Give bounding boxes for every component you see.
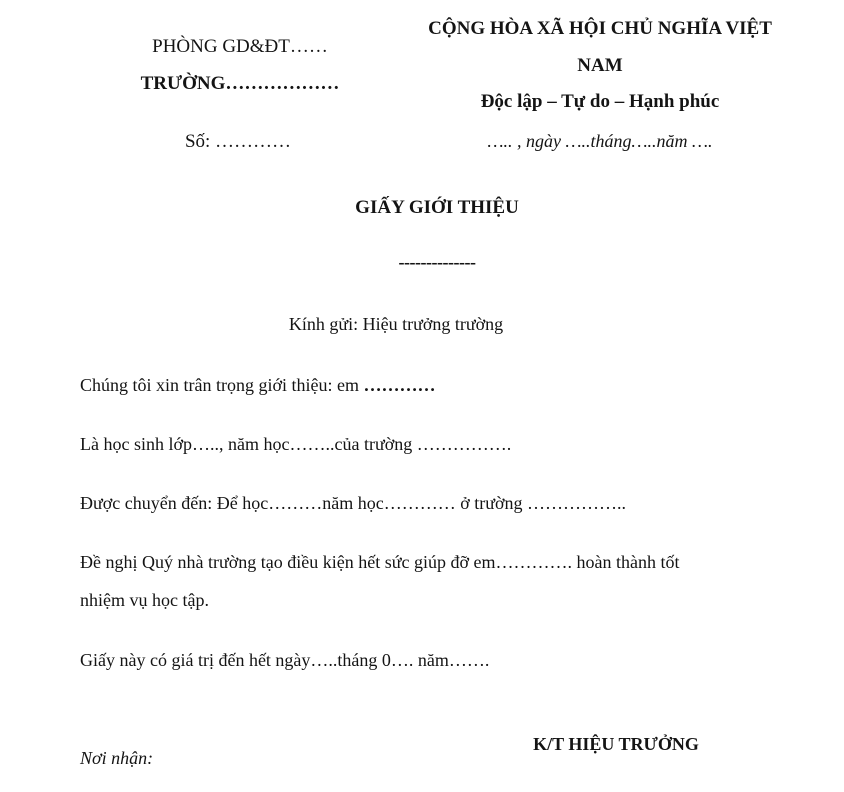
national-motto: Độc lập – Tự do – Hạnh phúc <box>480 91 720 112</box>
request-line-2: nhiệm vụ học tập. <box>80 590 209 610</box>
recipient-line: Kính gửi: Hiệu trưởng trường <box>288 314 504 334</box>
department-name: PHÒNG GD&ĐT…… <box>152 36 328 57</box>
student-name-blank: ………… <box>363 375 436 395</box>
validity-line: Giấy này có giá trị đến hết ngày…..tháng 0…. năm……. <box>80 650 490 670</box>
document-title: GIẤY GIỚI THIỆU <box>355 197 519 218</box>
document-number: Số: ………… <box>184 131 292 152</box>
student-class-line: Là học sinh lớp….., năm học……..của trường ……………. <box>80 434 512 454</box>
school-name: TRƯỜNG……………… <box>140 73 340 94</box>
date-line: ….. , ngày …..tháng…..năm …. <box>487 131 713 151</box>
request-line-1: Đề nghị Quý nhà trường tạo điều kiện hết sức giúp đỡ em…………. hoàn thành tốt <box>80 552 680 572</box>
title-separator: -------------- <box>398 252 476 272</box>
transfer-line: Được chuyển đến: Để học………năm học………… ở trường …………….. <box>80 493 626 513</box>
recipients-label: Nơi nhận: <box>80 748 154 768</box>
intro-line <box>80 375 436 396</box>
national-title-line2: NAM <box>577 55 623 76</box>
signature-title: K/T HIỆU TRƯỞNG <box>533 734 699 754</box>
intro-text: Chúng tôi xin trân trọng giới thiệu: em <box>80 375 364 395</box>
national-title-line1: CỘNG HÒA XÃ HỘI CHỦ NGHĨA VIỆT <box>428 18 772 39</box>
